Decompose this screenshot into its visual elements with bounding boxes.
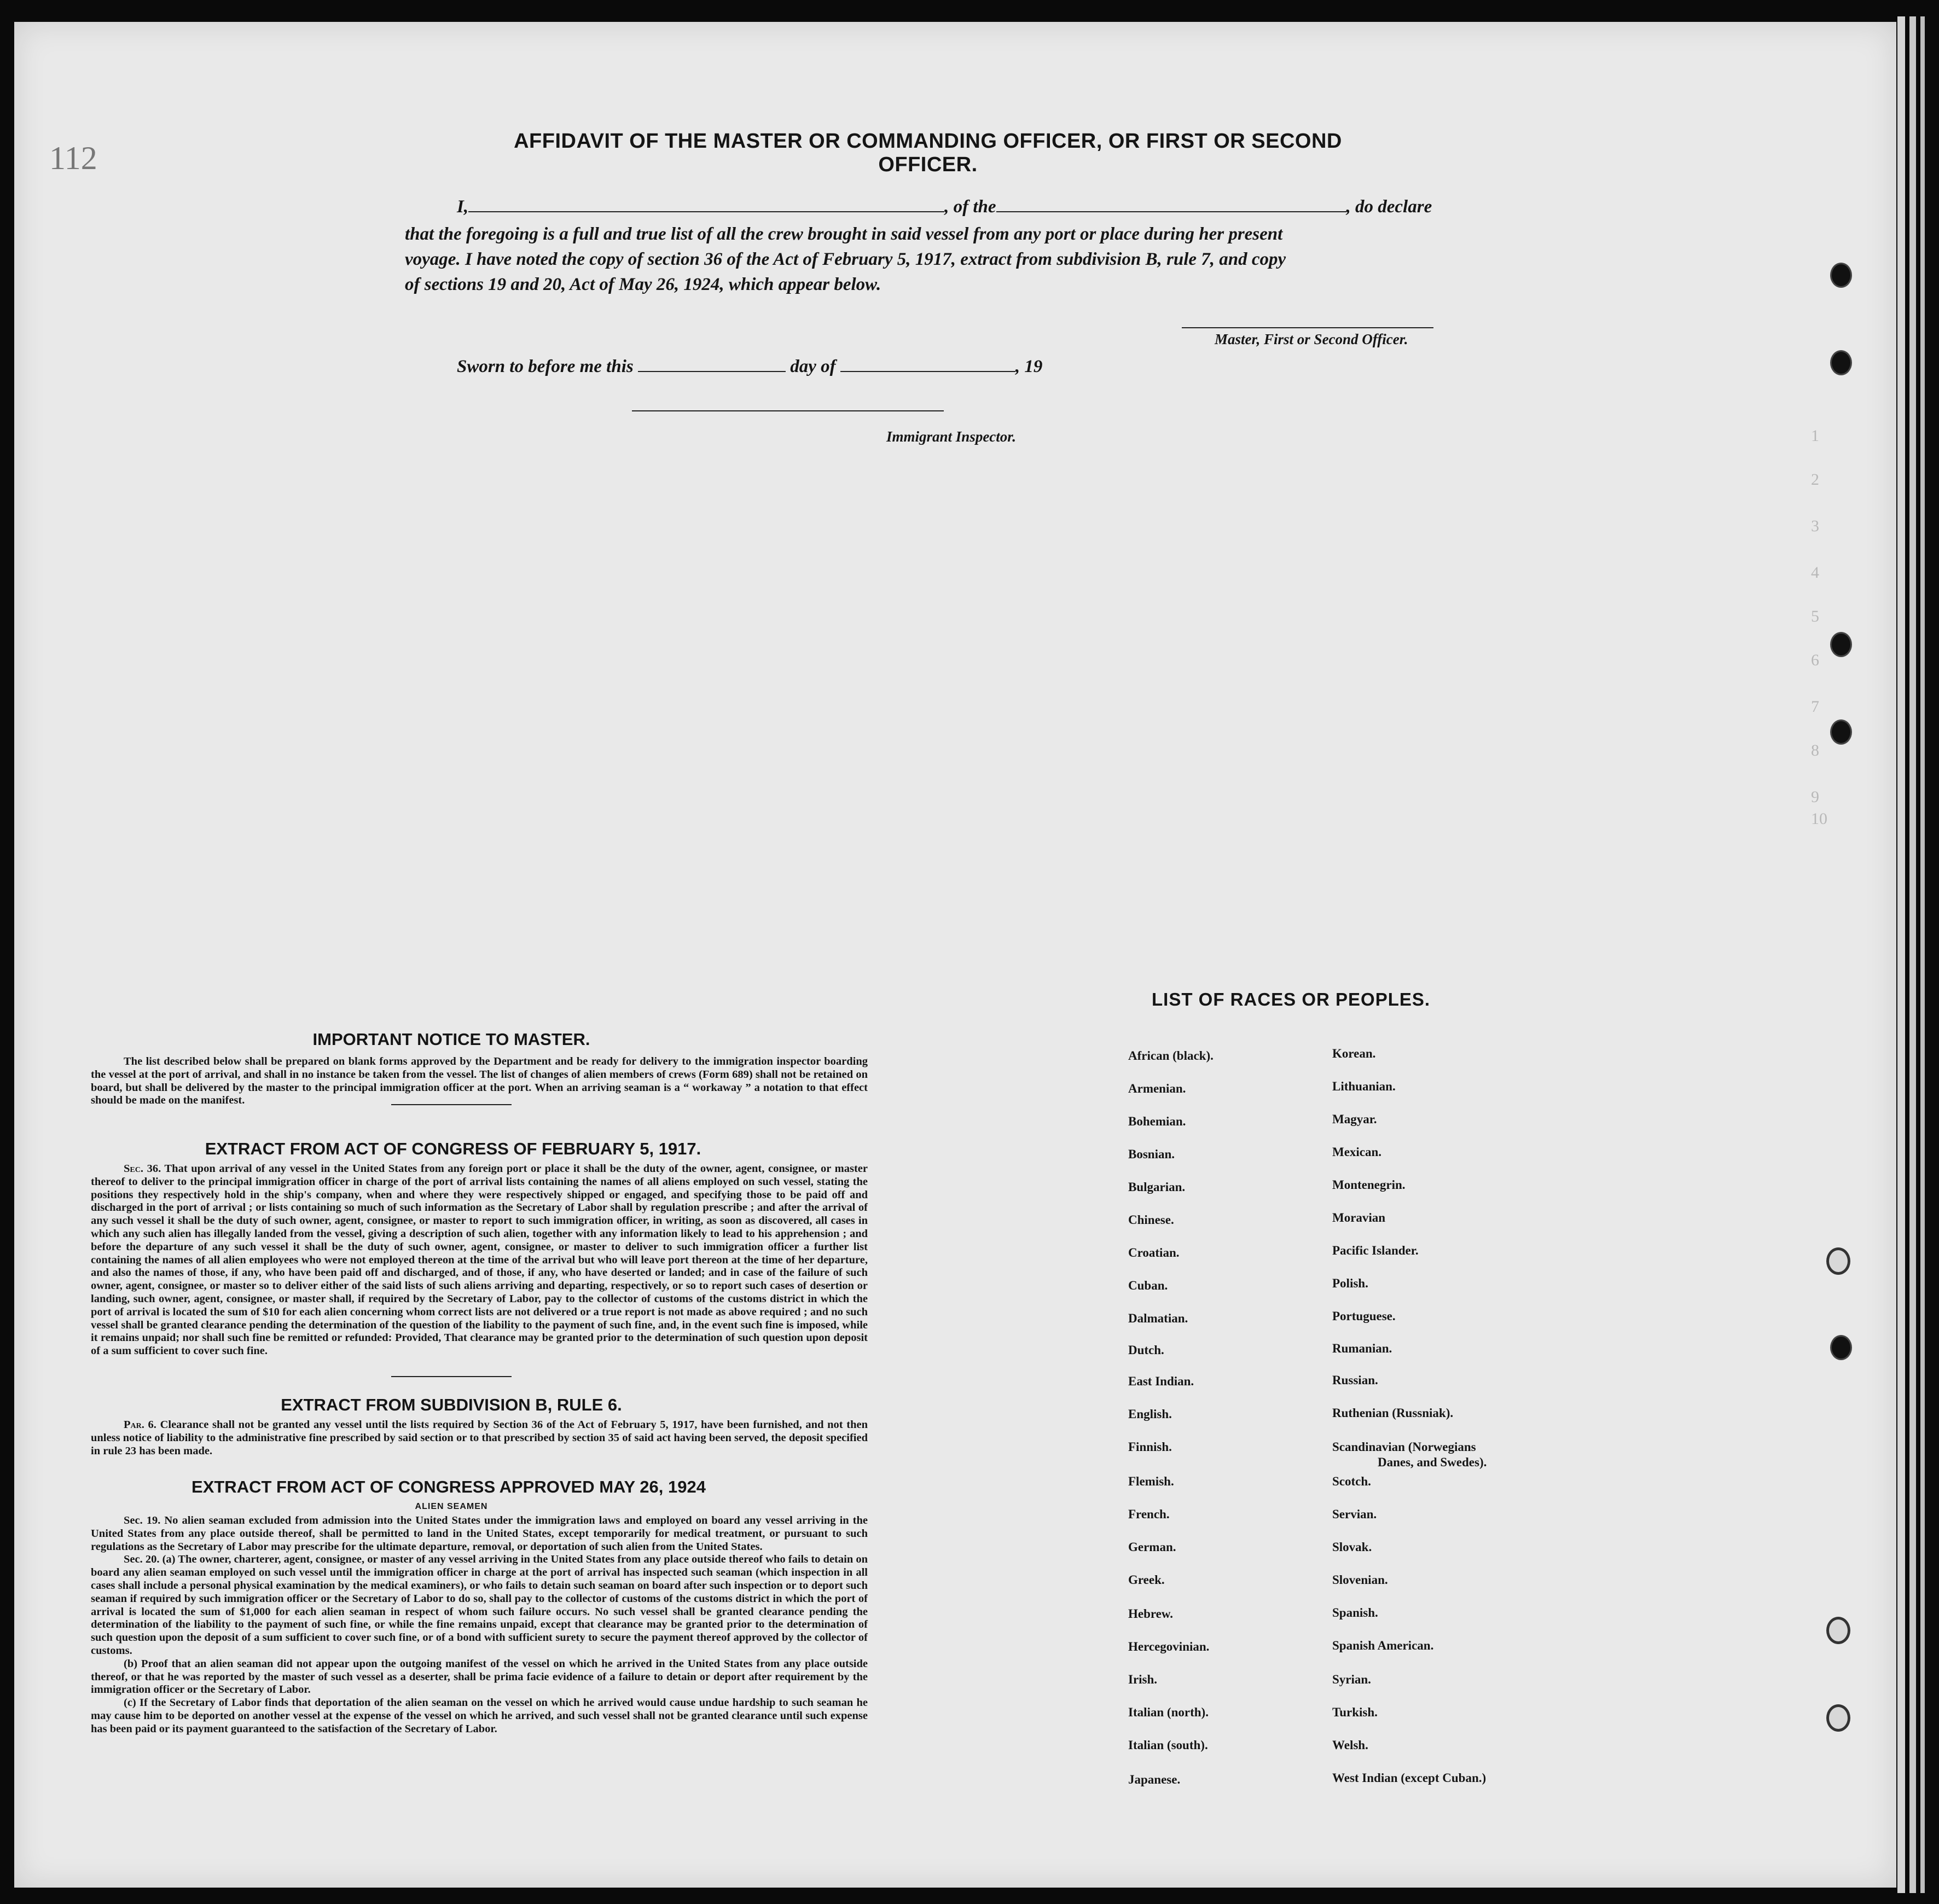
sec-20b-text: (b) Proof that an alien seaman did not appear upon the outgoing manifest of the vessel on which he arrived in the United States from any place outside thereof, or that he was reported by the master of such vessel as a deserter, shall be prima facie evidence of a failure to detain or deport after requirement by the immigration officer or the Secretary of Labor. xyxy=(91,1657,868,1696)
race-item: Montenegrin. xyxy=(1332,1178,1406,1192)
race-item: East Indian. xyxy=(1128,1374,1194,1388)
race-item: Finnish. xyxy=(1128,1440,1172,1454)
affidavit-declaration-line xyxy=(457,197,1432,217)
binder-hole xyxy=(1830,350,1852,375)
alien-seamen-subhead: ALIEN SEAMEN xyxy=(415,1502,488,1511)
extract-1917-title: EXTRACT FROM ACT OF CONGRESS OF FEBRUARY 5, 1917. xyxy=(205,1139,701,1158)
race-item: Magyar. xyxy=(1332,1112,1377,1126)
page-number: 112 xyxy=(49,140,97,176)
affidavit-i-label: I, xyxy=(457,197,469,217)
race-item: Slovenian. xyxy=(1332,1573,1388,1587)
notice-title: IMPORTANT NOTICE TO MASTER. xyxy=(312,1030,590,1049)
day-blank xyxy=(638,370,786,372)
race-item: African (black). xyxy=(1128,1049,1214,1063)
race-item: Syrian. xyxy=(1332,1673,1371,1686)
race-item: Spanish American. xyxy=(1332,1639,1434,1652)
month-blank xyxy=(840,370,1015,372)
race-item: Croatian. xyxy=(1128,1246,1180,1259)
of-the-label: , of the xyxy=(944,197,996,217)
race-item: Danes, and Swedes). xyxy=(1378,1455,1487,1469)
race-item: Bulgarian. xyxy=(1128,1180,1186,1194)
year-label: , 19 xyxy=(1015,357,1043,376)
day-of-label: day of xyxy=(790,357,836,376)
extract-rule6-title: EXTRACT FROM SUBDIVISION B, RULE 6. xyxy=(281,1395,622,1414)
name-blank xyxy=(468,211,944,212)
binder-hole xyxy=(1826,1247,1850,1275)
race-item: Irish. xyxy=(1128,1673,1158,1686)
race-item: Mexican. xyxy=(1332,1145,1382,1159)
affidavit-text-line: of sections 19 and 20, Act of May 26, 1924, which appear below. xyxy=(405,275,881,294)
race-item: Russian. xyxy=(1332,1373,1378,1387)
race-item: Dutch. xyxy=(1128,1343,1164,1357)
inspector-signature-label: Immigrant Inspector. xyxy=(886,428,1017,445)
race-item: Armenian. xyxy=(1128,1082,1186,1095)
race-item: Ruthenian (Russniak). xyxy=(1332,1406,1454,1420)
extract-1924-title: EXTRACT FROM ACT OF CONGRESS APPROVED MAY 26, 1924 xyxy=(191,1477,706,1496)
race-item: Italian (south). xyxy=(1128,1738,1208,1752)
section-rule xyxy=(391,1104,512,1105)
binder-hole xyxy=(1830,1335,1852,1360)
race-item: Hebrew. xyxy=(1128,1607,1173,1621)
race-item: Portuguese. xyxy=(1332,1309,1396,1323)
extract-1924-text xyxy=(91,1514,868,1736)
affidavit-text-line: voyage. I have noted the copy of section 36 of the Act of February 5, 1917, extract from subdivision B, rule 7, and copy xyxy=(405,249,1286,269)
sec-20a-text: Sec. 20. (a) The owner, charterer, agent, consignee, or master of any vessel arriving in the United States from any place outside thereof who fails to detain on board any alien seaman employed on such vessel until the immigration officer in charge at the port of arrival has inspected such seaman (which inspection in all cases shall include a personal physical examination by the medical examiners), or who fails to detain such seaman on board after such inspection or to deport such seaman if required by such immigration officer or the Secretary of Labor to do so, shall pay to the collector of customs of the customs district in which the port of arrival is located the sum of $1,000 for each alien seaman in respect of whom such failure occurs. No such vessel shall be granted clearance pending the determination of the liability to the payment of such fine, or while the fine remains unpaid, except that clearance may be granted prior to the determination of such question upon the deposit of a sum sufficient to cover such fine, or of a bond with sufficient surety to secure the payment thereof approved by the collector of customs. xyxy=(91,1553,868,1657)
race-item: Servian. xyxy=(1332,1507,1377,1521)
section-rule xyxy=(391,1376,512,1377)
race-item: Japanese. xyxy=(1128,1773,1181,1786)
race-item: West Indian (except Cuban.) xyxy=(1332,1771,1487,1785)
race-item: Welsh. xyxy=(1332,1738,1368,1752)
race-item: Scotch. xyxy=(1332,1475,1371,1488)
affidavit-text-line: that the foregoing is a full and true list of all the crew brought in said vessel from any port or place during her present xyxy=(405,224,1283,244)
sec-19-text: Sec. 19. No alien seaman excluded from admission into the United States under the immigration laws and employed on board any vessel arriving in the United States from any place outside thereof, shall be permitted to land in the United States, except temporarily for medical treatment, or pursuant to such regulations as the Secretary of Labor may prescribe for the ultimate departure, removal, or deportation of such alien from the United States. xyxy=(91,1514,868,1553)
notice-text xyxy=(91,1055,868,1107)
race-item: Pacific Islander. xyxy=(1332,1244,1419,1257)
sec-36-label: Sec. 36. xyxy=(124,1163,161,1175)
page-edge xyxy=(1909,16,1916,1893)
sworn-line xyxy=(457,357,1042,377)
race-item: Turkish. xyxy=(1332,1705,1378,1719)
race-item: German. xyxy=(1128,1540,1176,1554)
race-item: Bosnian. xyxy=(1128,1147,1175,1161)
race-item: Polish. xyxy=(1332,1276,1368,1290)
sec-20c-text: (c) If the Secretary of Labor finds that deportation of the alien seaman on the vessel on which he arrived would cause undue hardship to such seaman he may cause him to be deported on another vessel at the expense of the vessel on which he arrived, and such vessel shall not be granted clearance until such expense has been paid or its payment guaranteed to the satisfaction of the Secretary of Labor. xyxy=(91,1697,868,1735)
race-item: Cuban. xyxy=(1128,1279,1168,1292)
race-item: Scandinavian (Norwegians xyxy=(1332,1440,1476,1454)
race-item: Korean. xyxy=(1332,1047,1376,1060)
sworn-label: Sworn to before me this xyxy=(457,357,634,376)
race-item: Bohemian. xyxy=(1128,1114,1186,1128)
master-signature-line xyxy=(1182,327,1433,328)
sec-36-text: That upon arrival of any vessel in the United States from any foreign port or place it shall be the duty of the owner, agent, consignee, or master thereof to deliver to the principal immigration officer in charge of the port of arrival lists containing the names of all aliens employed on such vessel, stating the positions they respectively hold in the ship's company, when and where they were respectively shipped or engaged, and specifying those to be paid off and discharged in the port of arrival ; or lists containing so much of such information as the Secretary of Labor shall by regulation prescribe ; and after the arrival of any such vessel it shall be the duty of such owner, agent, consignee, or master to report to such immigration officer, in writing, as soon as discovered, all cases in which any such alien has illegally landed from the vessel, giving a description of such alien, together with any information likely to lead to his apprehension ; and before the departure of any such vessel it shall be the duty of such owner, agent, consignee, or master to deliver to such immigration officer a further list containing the names of all alien employees who were not employed thereon at the time of the arrival but who will leave port thereon at the time of her departure, and also the names of those, if any, who have been paid off and discharged, and of those, if any, who have deserted or landed; and in case of the failure of such owner, agent, consignee, or master so to deliver either of the said lists of such aliens arriving and departing, respectively, or so to report such cases of desertion or landing, such owner, agent, consignee, or master shall, if required by the Secretary of Labor, pay to the collector of customs of the customs district in which the port of arrival is located the sum of $10 for each alien concerning whom correct lists are not delivered or a true report is not made as above required ; and no such vessel shall be granted clearance pending the determination of the question of the liability to the payment of such fine, and, in the event such fine is imposed, while it remains unpaid; nor shall such fine be remitted or refunded: Provided, That clearance may be granted prior to the determination of such question upon deposit of a sum sufficient to cover such fine. xyxy=(91,1163,868,1357)
inspector-signature-line xyxy=(632,410,944,411)
binder-hole xyxy=(1830,263,1852,288)
race-item: Rumanian. xyxy=(1332,1342,1392,1355)
race-item: Greek. xyxy=(1128,1573,1165,1587)
par-6-label: Par. 6. xyxy=(124,1419,156,1431)
do-declare-label: , do declare xyxy=(1346,197,1432,217)
race-item: French. xyxy=(1128,1507,1170,1521)
race-item: Lithuanian. xyxy=(1332,1079,1396,1093)
race-item: English. xyxy=(1128,1407,1172,1421)
races-title: LIST OF RACES OR PEOPLES. xyxy=(1152,989,1431,1009)
race-item: Spanish. xyxy=(1332,1606,1378,1619)
master-signature-label: Master, First or Second Officer. xyxy=(1215,331,1408,347)
race-item: Hercegovinian. xyxy=(1128,1640,1210,1653)
page-edge xyxy=(1897,16,1905,1893)
binder-hole xyxy=(1830,719,1852,745)
race-item: Flemish. xyxy=(1128,1475,1174,1488)
binder-hole xyxy=(1830,632,1852,657)
race-item: Chinese. xyxy=(1128,1213,1174,1227)
race-item: Slovak. xyxy=(1332,1540,1372,1554)
extract-rule6-text xyxy=(91,1419,868,1458)
par-6-text: Clearance shall not be granted any vessel until the lists required by Section 36 of the Act of February 5, 1917, have been furnished, and not then unless notice of liability to the administrative fine prescribed by said section or to that prescribed by section 35 of said act having been served, the deposit specified in rule 23 has been made. xyxy=(91,1419,868,1457)
race-item: Dalmatian. xyxy=(1128,1311,1188,1325)
extract-1917-text xyxy=(91,1163,868,1358)
vessel-blank xyxy=(996,211,1346,212)
binder-hole xyxy=(1826,1704,1850,1732)
binder-hole xyxy=(1826,1617,1850,1644)
page-edge xyxy=(1920,16,1925,1893)
race-item: Italian (north). xyxy=(1128,1705,1209,1719)
affidavit-title: AFFIDAVIT OF THE MASTER OR COMMANDING OFFICER, OR FIRST OR SECOND OFFICER. xyxy=(514,130,1342,176)
notice-paragraph: The list described below shall be prepared on blank forms approved by the Department and be ready for delivery to the immigration inspector boarding the vessel at the port of arrival, and shall in no instance be taken from the vessel. The list of changes of alien members of crews (Form 689) shall not be retained on board, but shall be delivered by the master to the principal immigration officer at the port. When an arriving seaman is a “ workaway ” a notation to that effect should be made on the manifest. xyxy=(91,1055,868,1107)
race-item: Moravian xyxy=(1332,1211,1386,1224)
